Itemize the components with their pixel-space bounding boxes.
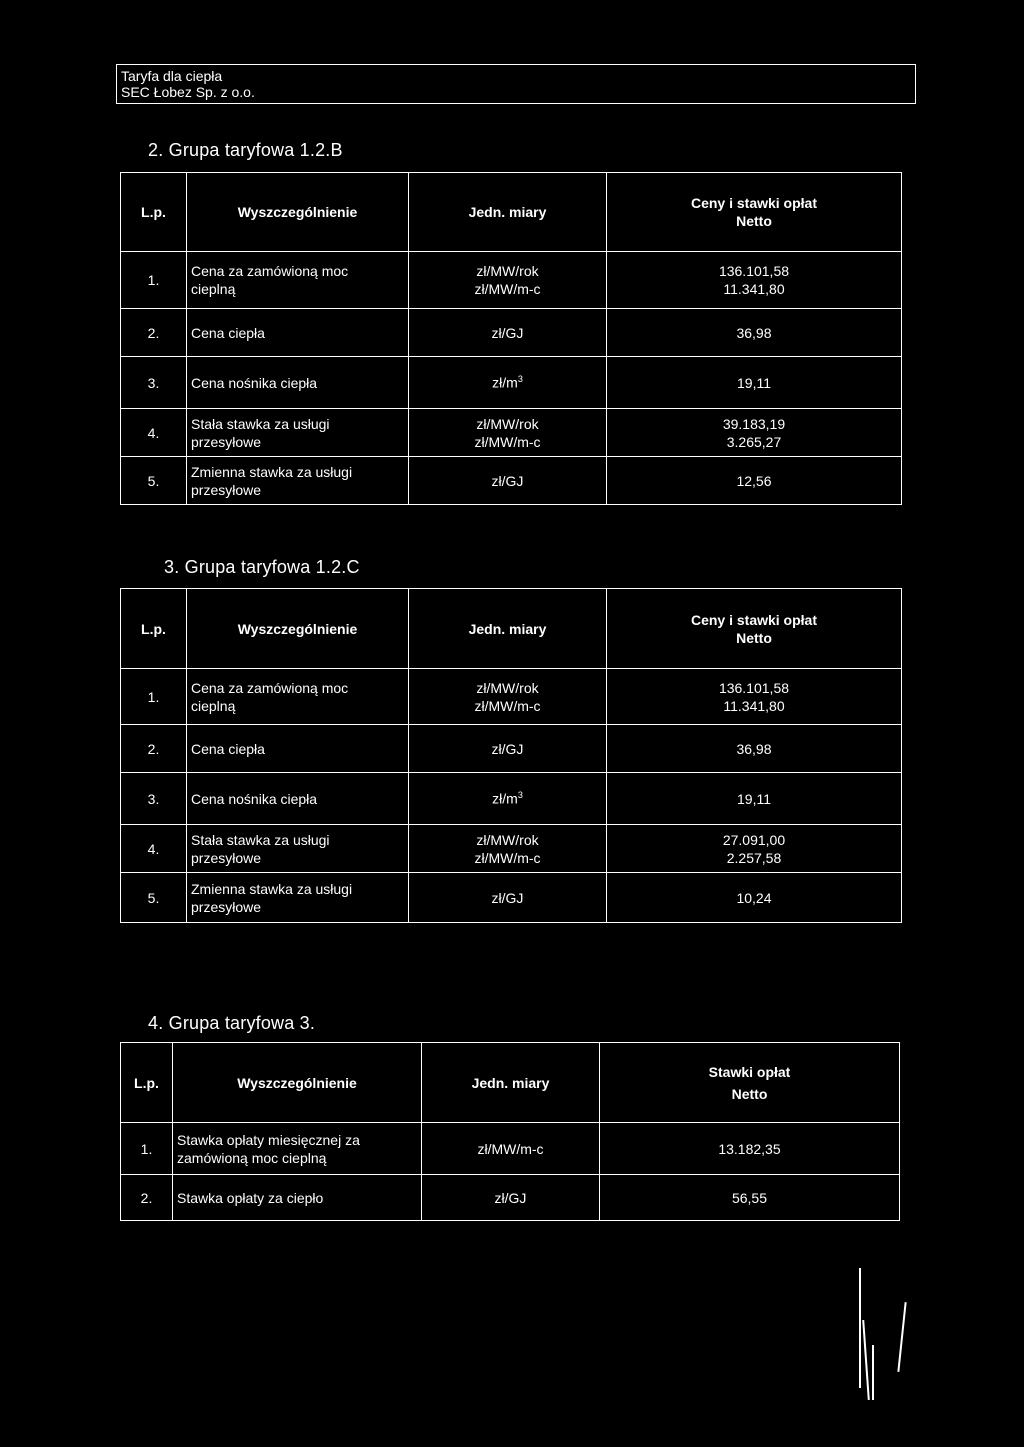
row-unit: zł/GJ [409,873,607,923]
table-row [121,457,902,505]
table-row [121,1175,900,1221]
row-unit: zł/MW/rok zł/MW/m-c [409,825,607,873]
table-row [121,252,902,309]
row-value: 36,98 [607,725,902,773]
col-value: Ceny i stawki opłat Netto [607,589,902,669]
col-unit: Jedn. miary [409,173,607,252]
row-value: 39.183,19 3.265,27 [607,409,902,457]
row-lp: 4. [121,825,187,873]
row-unit: zł/GJ [409,457,607,505]
col-name: Wyszczególnienie [173,1043,422,1123]
row-unit: zł/GJ [409,309,607,357]
row-lp: 2. [121,725,187,773]
document-header [116,64,916,104]
row-lp: 3. [121,357,187,409]
row-value: 36,98 [607,309,902,357]
row-name: Zmienna stawka za usługi przesyłowe [187,873,409,923]
header-line-1: Taryfa dla ciepła [121,68,223,84]
col-value: Ceny i stawki opłat Netto [607,173,902,252]
row-lp: 5. [121,873,187,923]
row-name: Cena za zamówioną moc cieplną [187,669,409,725]
col-value: Stawki opłat Netto [600,1043,900,1123]
row-name: Cena ciepła [187,309,409,357]
row-value: 136.101,58 11.341,80 [607,669,902,725]
row-lp: 4. [121,409,187,457]
table-header-row [121,1043,900,1123]
header-line-2: SEC Łobez Sp. z o.o. [121,84,255,100]
table-row [121,773,902,825]
row-value: 12,56 [607,457,902,505]
row-name: Cena ciepła [187,725,409,773]
row-unit: zł/MW/rok zł/MW/m-c [409,669,607,725]
row-name: Cena nośnika ciepła [187,357,409,409]
table-row [121,725,902,773]
row-name: Stała stawka za usługi przesyłowe [187,409,409,457]
row-name: Cena nośnika ciepła [187,773,409,825]
row-unit: zł/MW/rok zł/MW/m-c [409,252,607,309]
table-row [121,825,902,873]
row-lp: 1. [121,669,187,725]
col-lp: L.p. [121,1043,173,1123]
row-lp: 1. [121,1123,173,1175]
row-name: Stała stawka za usługi przesyłowe [187,825,409,873]
col-unit: Jedn. miary [422,1043,600,1123]
col-lp: L.p. [121,173,187,252]
tariff-table-3 [120,1042,900,1221]
col-unit: Jedn. miary [409,589,607,669]
row-unit: $zł/m^3$ [409,357,607,409]
col-lp: L.p. [121,589,187,669]
row-unit: zł/MW/rok zł/MW/m-c [409,409,607,457]
table-row [121,409,902,457]
row-name: Stawka opłaty miesięcznej za zamówioną moc cieplną [173,1123,422,1175]
row-value: 19,11 [607,773,902,825]
section-title-1-2-b: 2. Grupa taryfowa 1.2.B [148,140,343,160]
col-name: Wyszczególnienie [187,173,409,252]
table-header-row [121,589,902,669]
table-header-row [121,173,902,252]
table-row [121,669,902,725]
row-unit: zł/MW/m-c [422,1123,600,1175]
row-name: Stawka opłaty za ciepło [173,1175,422,1221]
table-row [121,1123,900,1175]
table-row [121,357,902,409]
row-unit: zł/GJ [409,725,607,773]
row-lp: 5. [121,457,187,505]
section-title-3: 4. Grupa taryfowa 3. [148,1013,316,1033]
col-name: Wyszczególnienie [187,589,409,669]
row-name: Cena za zamówioną moc cieplną [187,252,409,309]
row-value: 136.101,58 11.341,80 [607,252,902,309]
row-value: 13.182,35 [600,1123,900,1175]
row-value: 56,55 [600,1175,900,1221]
row-unit: $zł/m^3$ [409,773,607,825]
row-lp: 3. [121,773,187,825]
tariff-table-1-2-b [120,172,902,505]
row-value: 10,24 [607,873,902,923]
table-row [121,873,902,923]
row-value: 27.091,00 2.257,58 [607,825,902,873]
section-title-1-2-c: 3. Grupa taryfowa 1.2.C [164,557,360,577]
row-unit: zł/GJ [422,1175,600,1221]
tariff-table-1-2-c [120,588,902,923]
row-lp: 2. [121,1175,173,1221]
row-value: 19,11 [607,357,902,409]
row-lp: 1. [121,252,187,309]
row-name: Zmienna stawka za usługi przesyłowe [187,457,409,505]
row-lp: 2. [121,309,187,357]
table-row [121,309,902,357]
